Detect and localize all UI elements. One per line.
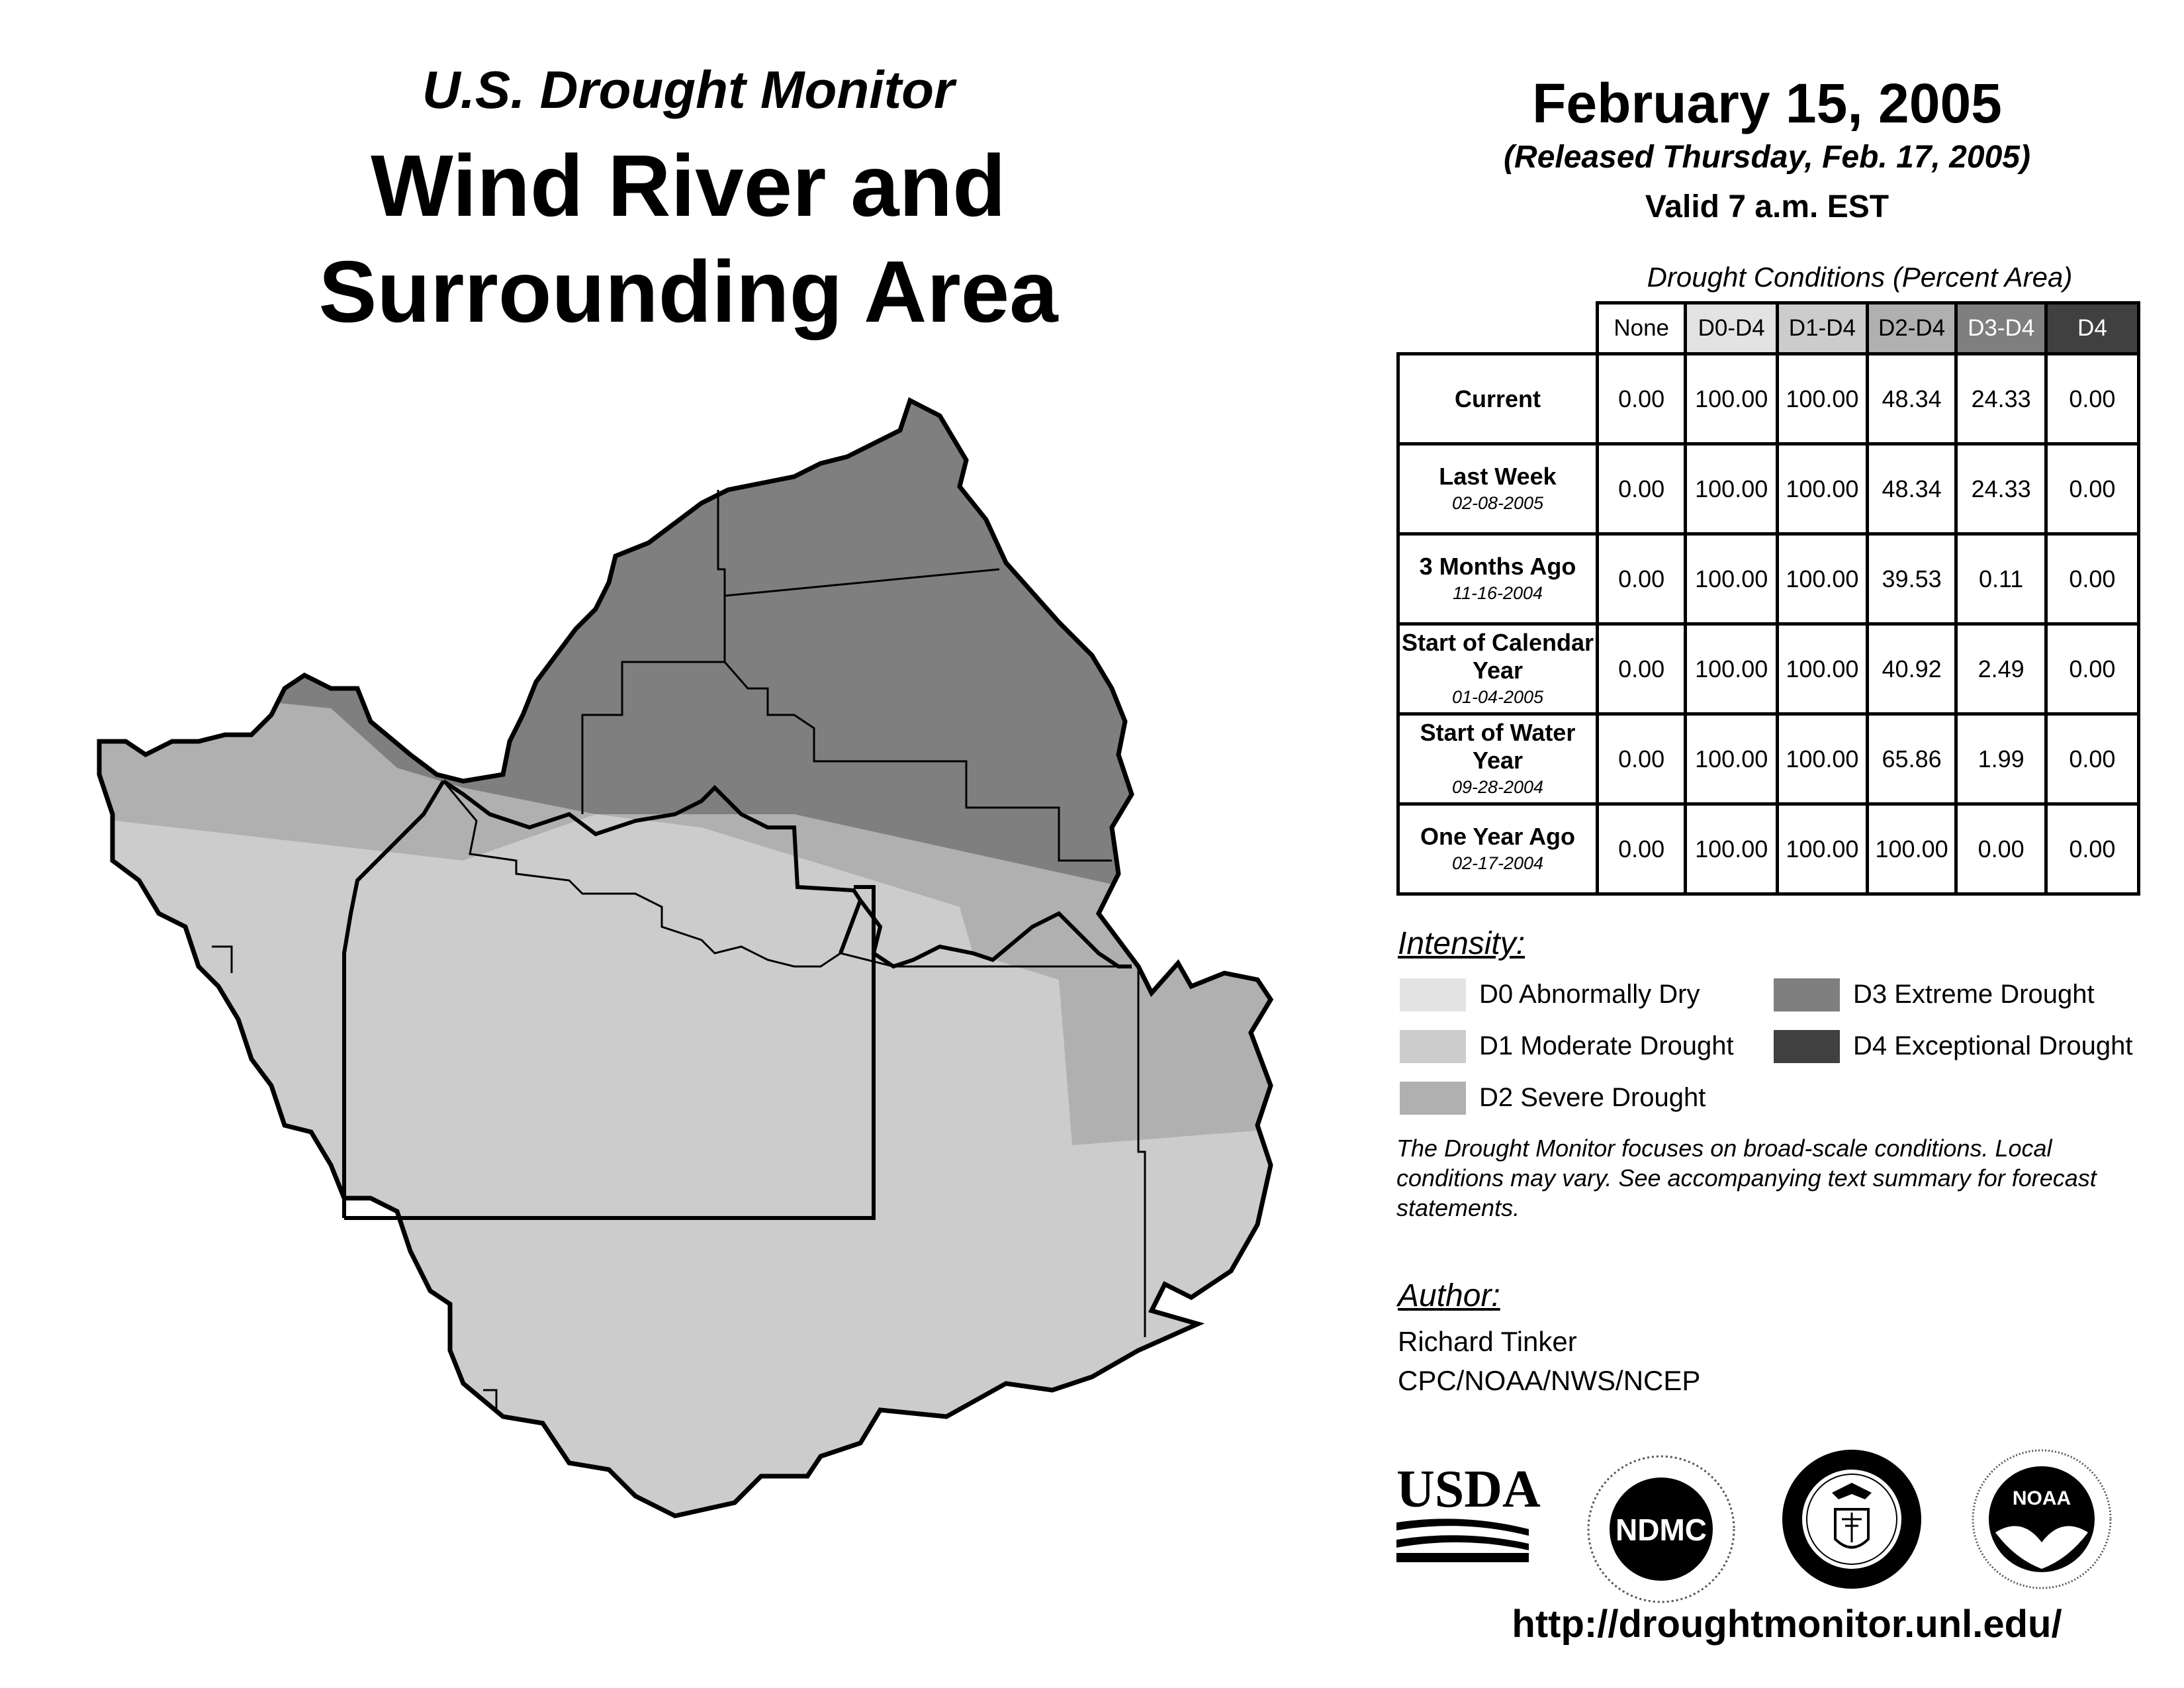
value-cell: 65.86: [1867, 714, 1956, 804]
value-cell: 1.99: [1956, 714, 2046, 804]
table-row: [1398, 804, 2139, 894]
department-of-commerce-seal: [1779, 1446, 1925, 1592]
legend-label: D4 Exceptional Drought: [1853, 1031, 2133, 1060]
header-blank-cell: [1398, 303, 1598, 354]
website-url[interactable]: http://droughtmonitor.unl.edu/: [1512, 1603, 2062, 1646]
value-cell: 100.00: [1778, 714, 1868, 804]
row-label: Start of Water Year: [1420, 718, 1576, 774]
value-cell: 0.00: [1598, 804, 1686, 894]
legend-label: D2 Severe Drought: [1479, 1083, 1706, 1112]
value-cell: 100.00: [1778, 804, 1868, 894]
legend-label: D3 Extreme Drought: [1853, 980, 2095, 1009]
value-cell: 100.00: [1686, 624, 1778, 714]
row-label: Last Week: [1439, 462, 1557, 490]
value-cell: 2.49: [1956, 624, 2046, 714]
value-cell: 100.00: [1686, 534, 1778, 624]
row-label: Current: [1454, 385, 1541, 412]
row-label-cell: [1398, 354, 1598, 444]
value-cell: 0.00: [1598, 444, 1686, 534]
table-row: [1398, 624, 2139, 714]
value-cell: 0.00: [1598, 714, 1686, 804]
map-title-line2: Surrounding Area: [318, 243, 1058, 340]
value-cell: 100.00: [1867, 804, 1956, 894]
value-cell: 100.00: [1778, 444, 1868, 534]
value-cell: 100.00: [1778, 534, 1868, 624]
ndmc-logo-text: NDMC: [1615, 1513, 1707, 1547]
noaa-logo-text: NOAA: [2012, 1487, 2071, 1509]
row-date: 01-04-2005: [1451, 686, 1544, 707]
value-cell: 0.00: [1956, 804, 2046, 894]
column-header: D2-D4: [1867, 303, 1956, 354]
value-cell: 100.00: [1778, 354, 1868, 444]
row-date: 02-08-2005: [1451, 492, 1544, 513]
value-cell: 100.00: [1686, 804, 1778, 894]
map-date: February 15, 2005: [1532, 72, 2002, 134]
usda-hills-icon: [1396, 1516, 1529, 1562]
value-cell: 48.34: [1867, 354, 1956, 444]
table-row: [1398, 714, 2139, 804]
row-date: 09-28-2004: [1451, 776, 1544, 797]
value-cell: 0.00: [2046, 534, 2138, 624]
usda-logo-text: USDA: [1396, 1460, 1541, 1519]
value-cell: 0.00: [1598, 624, 1686, 714]
map-title-line1: Wind River and: [371, 137, 1006, 234]
column-header: D1-D4: [1778, 303, 1868, 354]
table-row: [1398, 534, 2139, 624]
value-cell: 0.00: [2046, 354, 2138, 444]
value-cell: 0.11: [1956, 534, 2046, 624]
legend-swatch: [1400, 978, 1466, 1011]
row-label-cell: [1398, 624, 1598, 714]
release-date: (Released Thursday, Feb. 17, 2005): [1504, 140, 2030, 175]
value-cell: 24.33: [1956, 444, 2046, 534]
ndmc-logo: [1585, 1453, 1737, 1605]
row-label: Start of Calendar Year: [1401, 628, 1594, 684]
author-name: Richard Tinker: [1398, 1326, 1577, 1357]
row-date: 11-16-2004: [1452, 583, 1543, 603]
value-cell: 100.00: [1686, 714, 1778, 804]
legend-label: D1 Moderate Drought: [1479, 1031, 1734, 1060]
value-cell: 39.53: [1867, 534, 1956, 624]
table-row: [1398, 444, 2139, 534]
value-cell: 48.34: [1867, 444, 1956, 534]
column-header: None: [1598, 303, 1686, 354]
legend-swatch: [1774, 978, 1840, 1011]
author-org: CPC/NOAA/NWS/NCEP: [1398, 1365, 1701, 1396]
table-header-row: [1398, 303, 2139, 354]
row-label: One Year Ago: [1420, 822, 1576, 850]
row-date: 02-17-2004: [1451, 853, 1544, 873]
noaa-logo: [1969, 1446, 2115, 1592]
value-cell: 0.00: [2046, 444, 2138, 534]
value-cell: 100.00: [1686, 444, 1778, 534]
author-title: Author:: [1398, 1278, 1500, 1313]
value-cell: 0.00: [2046, 804, 2138, 894]
value-cell: 0.00: [2046, 624, 2138, 714]
legend-title: Intensity:: [1398, 926, 1525, 961]
drought-conditions-table: [1396, 301, 2140, 896]
legend-swatch: [1400, 1082, 1466, 1115]
map-subtitle: U.S. Drought Monitor: [422, 60, 955, 119]
legend-swatch: [1774, 1030, 1840, 1063]
value-cell: 0.00: [1598, 534, 1686, 624]
column-header: D4: [2046, 303, 2138, 354]
usda-logo: [1396, 1460, 1541, 1562]
row-label: 3 Months Ago: [1419, 552, 1576, 580]
value-cell: 40.92: [1867, 624, 1956, 714]
column-header: D0-D4: [1686, 303, 1778, 354]
table-caption: Drought Conditions (Percent Area): [1647, 261, 2073, 293]
value-cell: 0.00: [1598, 354, 1686, 444]
legend-swatch: [1400, 1030, 1466, 1063]
value-cell: 100.00: [1686, 354, 1778, 444]
table-row: [1398, 354, 2139, 444]
row-label-cell: [1398, 444, 1598, 534]
row-label-cell: [1398, 534, 1598, 624]
value-cell: 0.00: [2046, 714, 2138, 804]
row-label-cell: [1398, 804, 1598, 894]
value-cell: 24.33: [1956, 354, 2046, 444]
legend-label: D0 Abnormally Dry: [1479, 980, 1700, 1009]
value-cell: 100.00: [1778, 624, 1868, 714]
row-label-cell: [1398, 714, 1598, 804]
valid-time: Valid 7 a.m. EST: [1645, 189, 1889, 224]
disclaimer-note: The Drought Monitor focuses on broad-scale conditions. Local conditions may vary. See accompanying text summary for forecast statements.: [1396, 1135, 2097, 1221]
column-header: D3-D4: [1956, 303, 2046, 354]
